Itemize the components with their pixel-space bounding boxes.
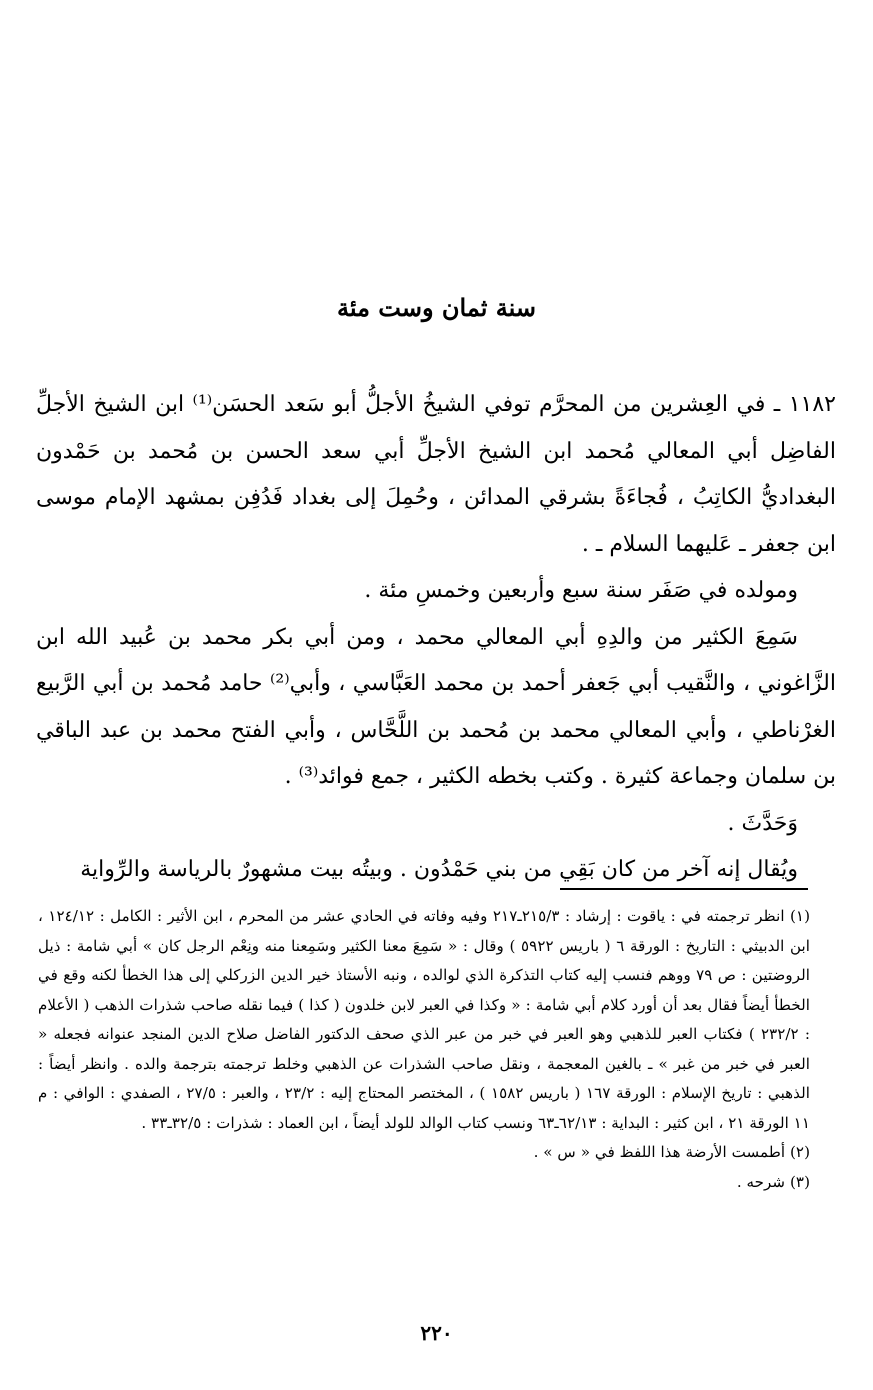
- paragraph-death-notice: ١١٨٢ ـ في العِشرين من المحرَّم توفي الشيخُ الأجلُّ أبو سَعد الحسَن⁽¹⁾ ابن الشيخ الأجلِّ الفاضِل أبي المعالي مُحمد ابن الشيخ الأجلِّ أبي سعد الحسن بن مُحمد بن حَمْدون البغداديُّ الكاتِبُ ، فُجاءَةً بشرقي المدائن ، وحُمِلَ إلى بغداد فَدُفِن بمشهد الإمام موسى ابن جعفر ـ عَليهما السلام ـ .: [36, 392, 836, 557]
- paragraph-birth: ومولده في صَفَر سنة سبع وأربعين وخمسِ مئة .: [364, 578, 798, 603]
- footnote-2: (٢) أطمست الأرضة هذا اللفظ في « س » .: [533, 1143, 810, 1161]
- footnote-separator: [560, 888, 808, 890]
- footnotes: [38, 902, 810, 1197]
- footnote-1: (١) انظر ترجمته في : ياقوت : إرشاد : ٢١٥/٣ـ٢١٧ وفيه وفاته في الحادي عشر من المحرم ، ابن الأثير : الكامل : ١٢٤/١٢ ، ابن الدبيثي : التاريخ : الورقة ٦ ( باريس ٥٩٢٢ ) وقال : « سَمِعَ معنا الكثير وسَمِعنا منه ونِعْم الرجل كان » أبي شامة : ذيل الروضتين : ص ٧٩ ووهم فنسب إليه كتاب التذكرة الذي لوالده ، ونبه الأستاذ خير الدين الزركلي إلى هذا الخطأ لكنه وقع في الخطأ أيضاً فقال بعد أن أورد كلام أبي شامة : « وكذا في العبر لابن خلدون ( كذا ) فيما نقله صاحب شذرات الذهب ( الأعلام : ٢٣٢/٢ ) فكتاب العبر للذهبي وهو العبر في خبر من عبر الذي صحف الدكتور الفاضل صلاح الدين المنجد عنوانه فجعله « العبر في خبر من غبر » ـ بالغين المعجمة ، ونقل صاحب الشذرات عن الذهبي وخلط ترجمته بترجمة والده . وانظر أيضاً : الذهبي : تاريخ الإسلام : الورقة ١٦٧ ( باريس ١٥٨٢ ) ، المختصر المحتاج إليه : ٢٣/٢ ، والعبر : ٢٧/٥ ، الصفدي : الوافي : م ١١ الورقة ٢١ ، ابن كثير : البداية : ٦٢/١٣ـ٦٣ ونسب كتاب الوالد للولد أيضاً ، ابن العماد : شذرات : ٣٢/٥ـ٣٣ .: [38, 907, 811, 1132]
- page-number: ٢٢٠: [420, 1321, 453, 1345]
- paragraph-teachers: سَمِعَ الكثير من والدِهِ أبي المعالي محمد ، ومن أبي بكر محمد بن عُبيد الله ابن الزَّاغوني ، والنَّقيب أبي جَعفر أحمد بن محمد العَبَّاسي ، وأبي⁽²⁾ حامد مُحمد بن أبي الرَّبيع الغرْناطي ، وأبي المعالي محمد بن مُحمد بن اللَّحَّاس ، وأبي الفتح محمد بن عبد الباقي بن سلمان وجماعة كثيرة . وكتب بخطه الكثير ، جمع فوائد⁽³⁾ .: [36, 624, 837, 789]
- paragraph-family: ويُقال إنه آخر من كان بَقِي من بني حَمْدُون . وبيتُه بيت مشهورٌ بالرياسة والرِّواية: [80, 857, 798, 882]
- paragraph-narrated: وَحَدَّثَ .: [727, 810, 798, 836]
- footnote-3: (٣) شرحه .: [736, 1172, 810, 1191]
- section-title: سنة ثمان وست مئة: [336, 293, 536, 322]
- biography-entry: [36, 382, 836, 894]
